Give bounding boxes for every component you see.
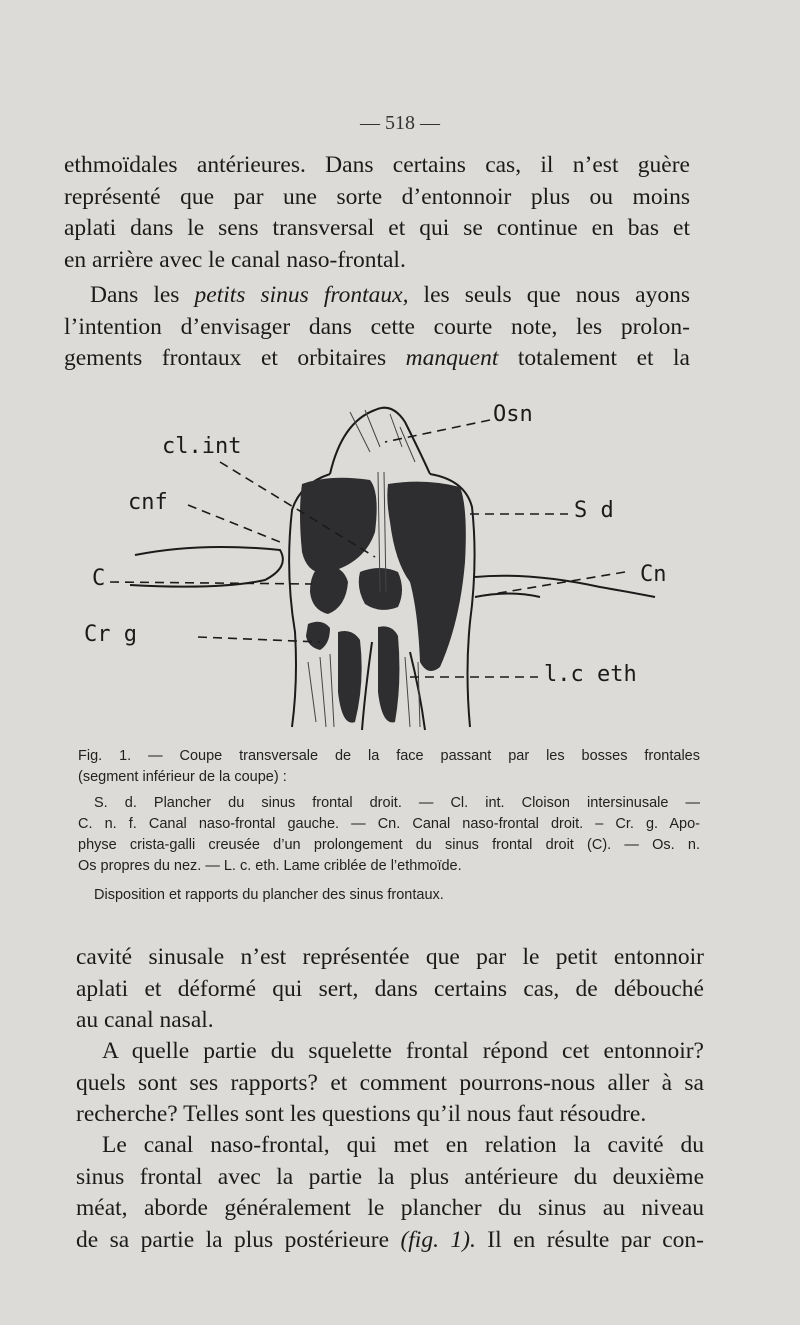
text-line: l’intention d’envisager dans cette courte note, les prolon- [64,313,690,340]
text-line: représenté que par une sorte d’entonnoir plus ou moins [64,183,690,210]
label-cl-int: cl.int [162,434,242,459]
caption-line: Os propres du nez. — L. c. eth. Lame criblée de l’ethmoïde. [78,858,462,874]
leader-c [110,582,312,584]
text-run: totalement et la [498,345,690,371]
text-line: au canal nasal. [76,1007,214,1033]
text-run: Dans les [90,282,195,308]
leader-os-n [385,420,490,442]
text-line: méat, aborde généralement le plancher du sinus au niveau [76,1195,704,1221]
paragraph-2 [64,280,690,375]
text-line: ethmoïdales antérieures. Dans certains cas, il n’est guère [64,152,690,178]
figure-caption [78,746,700,906]
text-line [64,343,690,375]
text-line: aplati et déformé qui sert, dans certains cas, de débouché [76,975,704,1002]
text-line: Le canal naso-frontal, qui met en relation la cavité du [102,1132,704,1158]
italic-run: manquent [405,345,499,371]
caption-summary: Disposition et rapports du plancher des sinus frontaux. [94,887,444,903]
text-run: les seuls que nous ayons [408,282,691,308]
caption-line: physe crista-galli creusée d’un prolongement du sinus frontal droit (C). — Os. n. [78,837,700,853]
label-cr-g: Cr g [84,622,137,647]
label-s-d: S d [574,498,614,523]
text-line: en arrière avec le canal naso-frontal. [64,246,406,273]
caption-line: S. d. Plancher du sinus frontal droit. — Cl. int. Cloison intersinusale — [94,795,700,811]
leader-c-n-f [188,505,285,544]
label-l-c-eth: l.c eth [544,662,637,687]
text-line: A quelle partie du squelette frontal répond cet entonnoir? [102,1038,704,1064]
text-line [64,280,690,312]
label-cn: Cn [640,562,667,587]
leader-cr-g [198,637,320,642]
left-sinus-cavity [300,478,377,573]
label-c-n-f: cnf [128,490,168,515]
text-line: aplati dans le sens transversal et qui se continue en bas et [64,215,690,241]
paragraph-1 [64,150,690,276]
paragraph-5 [76,1130,704,1256]
caption-line: Fig. 1. — Coupe transversale de la face passant par les bosses frontales [78,748,700,764]
text-line: cavité sinusale n’est représentée que par le petit entonnoir [76,944,704,970]
caption-line: C. n. f. Canal naso-frontal gauche. — Cn. Canal naso-frontal droit. – Cr. g. Apo- [78,816,700,832]
text-run: Il en résulte par con- [475,1226,704,1253]
caption-line: (segment inférieur de la coupe) : [78,769,287,785]
text-line: quels sont ses rapports? et comment pourrons-nous aller à sa [76,1069,704,1096]
text-run: gements frontaux et orbitaires [64,345,406,371]
page-number: — 518 — [360,112,440,134]
text-line: sinus frontal avec la partie la plus antérieure du deuxième [76,1163,704,1190]
italic-run: (fig. 1). [400,1226,476,1253]
label-os-n: Osn [493,402,533,427]
nasal-bone-outline [330,408,430,474]
anatomical-figure [80,392,720,742]
paragraph-4 [76,1036,704,1131]
italic-run: petits sinus frontaux, [194,282,409,308]
label-c: C [92,566,106,591]
text-line: recherche? Telles sont les questions qu’il nous faut résoudre. [76,1101,647,1127]
text-line [76,1225,704,1257]
paragraph-3 [76,942,704,1037]
text-run: de sa partie la plus postérieure [76,1226,401,1253]
